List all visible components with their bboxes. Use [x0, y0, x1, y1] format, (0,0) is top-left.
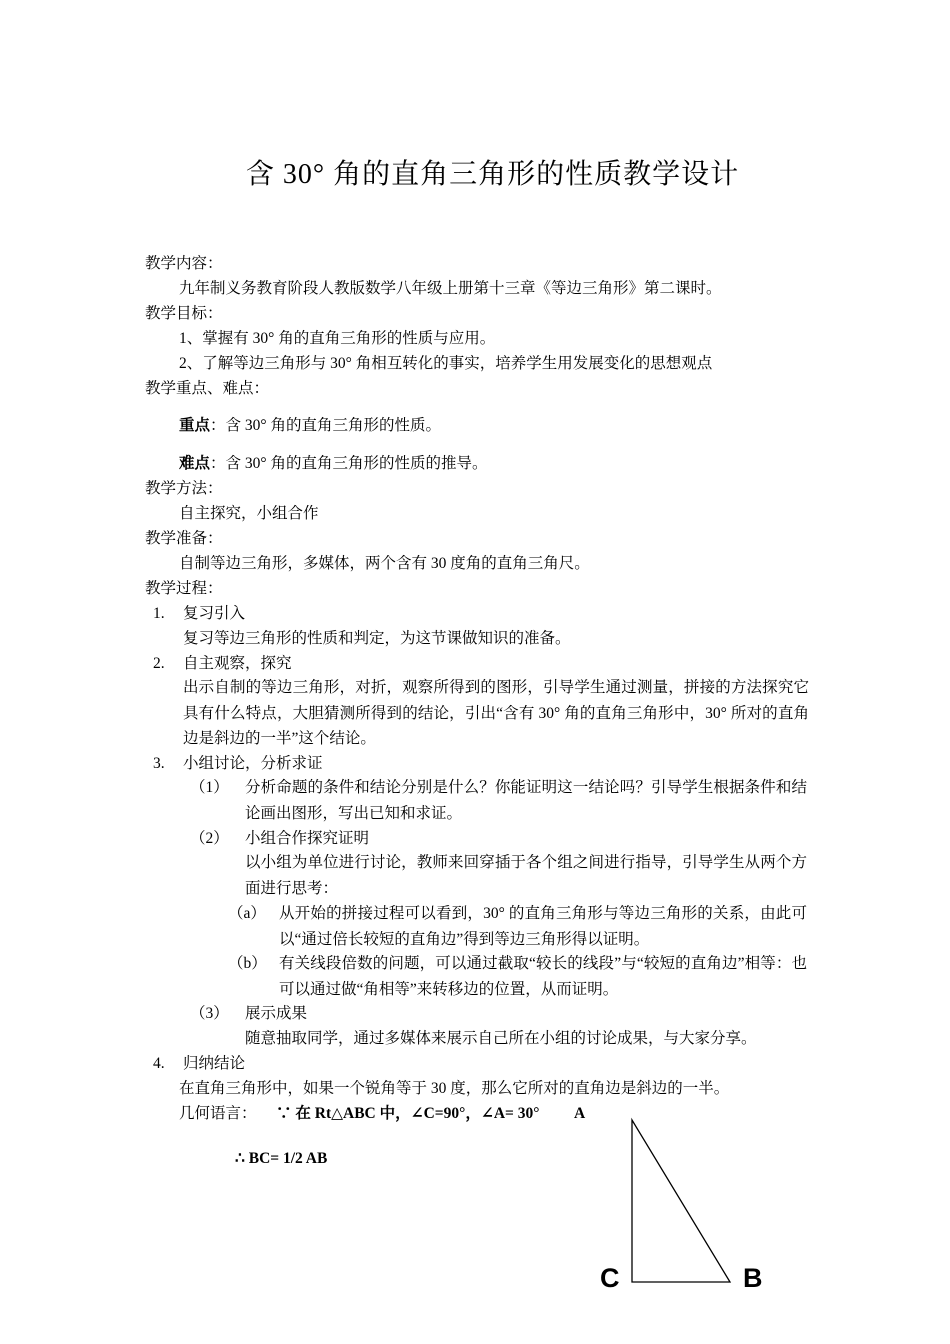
focus-label: 重点 — [179, 417, 211, 434]
method-text: 自主探究，小组合作 — [179, 505, 319, 522]
step-3-sub3-text: 随意抽取同学，通过多媒体来展示自己所在小组的讨论成果，与大家分享。 — [245, 1030, 757, 1047]
goal-item-2: 2、了解等边三角形与 30° 角相互转化的事实，培养学生用发展变化的思想观点 — [179, 355, 713, 372]
step-3-title: 小组讨论，分析求证 — [183, 755, 323, 772]
step-1-number: 1. — [153, 605, 165, 622]
step-3-b-text: 有关线段倍数的问题，可以通过截取“较长的线段”与“较短的直角边”相等：也可以通过做“角相等”来转移边的位置，从而证明。 — [279, 955, 807, 998]
step-1-title: 复习引入 — [183, 605, 246, 622]
step-3-sub3-number: （3） — [190, 1005, 229, 1022]
difficulty-line — [179, 451, 487, 476]
step-2-number: 2. — [153, 655, 165, 672]
focus-text: ：含 30° 角的直角三角形的性质。 — [210, 417, 441, 434]
focus-line — [179, 413, 441, 438]
step-3-sub1-text: 分析命题的条件和结论分别是什么？你能证明这一结论吗？引导学生根据条件和结论画出图形，写出已知和求证。 — [245, 779, 807, 822]
page-title: 含 30° 角的直角三角形的性质教学设计 — [245, 159, 740, 190]
step-2-title: 自主观察，探究 — [183, 655, 292, 672]
step-4-text: 在直角三角形中，如果一个锐角等于 30 度，那么它所对的直角边是斜边的一半。 — [179, 1080, 730, 1097]
method-heading: 教学方法： — [145, 480, 223, 497]
prep-text: 自制等边三角形，多媒体，两个含有 30 度角的直角三角尺。 — [179, 555, 590, 572]
content-heading: 教学内容： — [145, 255, 223, 272]
step-4-title: 归纳结论 — [183, 1055, 246, 1072]
vertex-c-label: C — [600, 1263, 620, 1293]
step-2-text: 出示自制的等边三角形，对折，观察所得到的图形，引导学生通过测量，拼接的方法探究它具有什么特点，大胆猜测所得到的结论，引出“含有 30° 角的直角三角形中，30° 所对的直角边是斜边的一半”这个结论。 — [183, 679, 809, 747]
geometry-given: ∵ 在 Rt△ABC 中，∠C=90°，∠A= 30° — [276, 1105, 540, 1122]
difficulty-label: 难点 — [179, 455, 211, 472]
difficulty-text: ：含 30° 角的直角三角形的性质的推导。 — [210, 455, 488, 472]
goals-heading: 教学目标： — [145, 305, 223, 322]
step-3-a-text: 从开始的拼接过程可以看到，30° 的直角三角形与等边三角形的关系，由此可以“通过倍长较短的直角边”得到等边三角形得以证明。 — [279, 905, 807, 948]
step-3-sub2-number: （2） — [190, 830, 229, 847]
key-points-heading: 教学重点、难点： — [145, 380, 270, 397]
step-3-a-number: （a） — [228, 905, 266, 922]
triangle-abc — [632, 1120, 730, 1282]
goal-item-1: 1、掌握有 30° 角的直角三角形的性质与应用。 — [179, 330, 496, 347]
geometry-label: 几何语言： — [179, 1105, 257, 1122]
step-3-number: 3. — [153, 755, 165, 772]
prep-heading: 教学准备： — [145, 530, 223, 547]
geometry-conclusion: ∴ BC= 1/2 AB — [235, 1150, 328, 1167]
step-3-b-number: （b） — [228, 955, 267, 972]
vertex-b-label: B — [743, 1263, 763, 1293]
step-3-sub2-title: 小组合作探究证明 — [245, 830, 370, 847]
vertex-a-label: A — [574, 1105, 586, 1122]
step-3-sub1-number: （1） — [190, 779, 229, 796]
step-3-sub2-text: 以小组为单位进行讨论，教师来回穿插于各个组之间进行指导，引导学生从两个方面进行思考： — [245, 854, 807, 897]
process-heading: 教学过程： — [145, 580, 223, 597]
step-4-number: 4. — [153, 1055, 165, 1072]
step-3-sub3-title: 展示成果 — [245, 1005, 308, 1022]
step-1-text: 复习等边三角形的性质和判定，为这节课做知识的准备。 — [183, 630, 571, 647]
content-text: 九年制义务教育阶段人教版数学八年级上册第十三章《等边三角形》第二课时。 — [179, 280, 722, 297]
